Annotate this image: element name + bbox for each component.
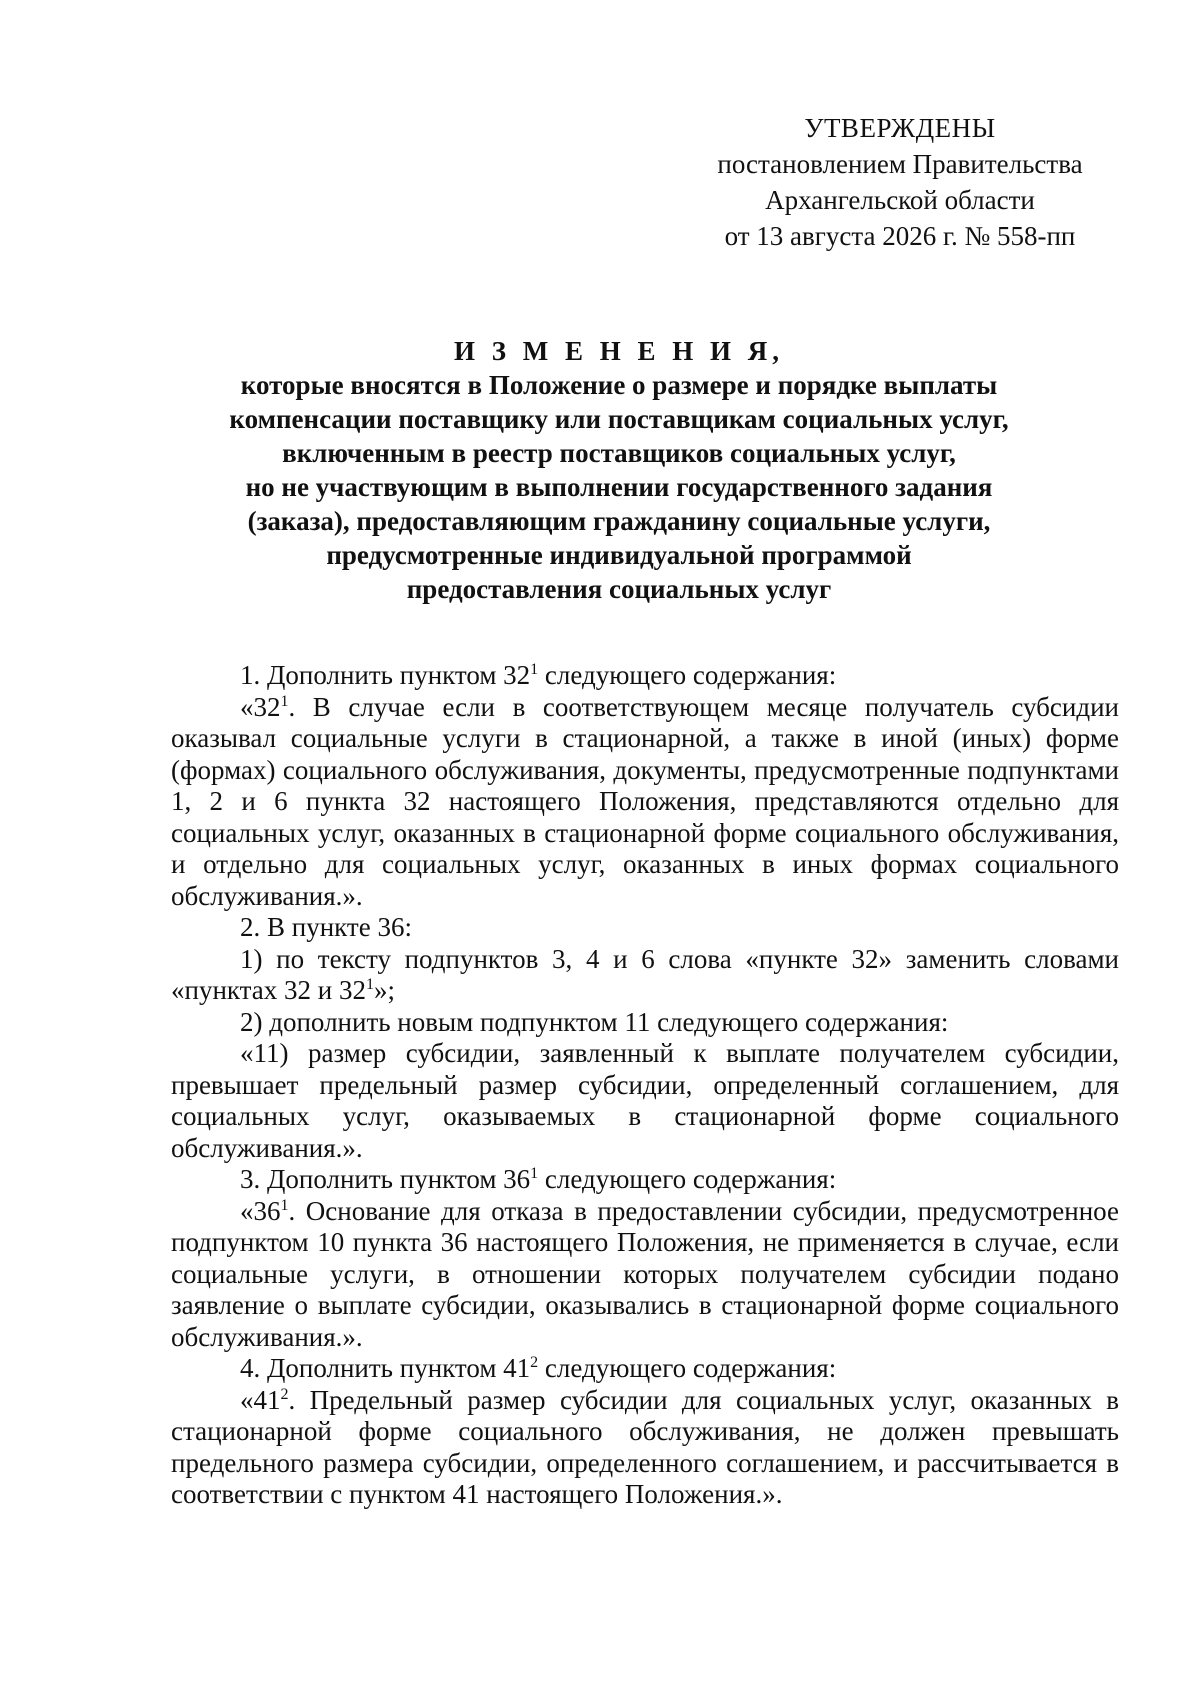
text-run: «36 (240, 1195, 281, 1226)
superscript: 2 (280, 1385, 289, 1403)
text-run: «32 (240, 691, 281, 722)
approval-stamp (700, 110, 1100, 254)
paragraph-8 (171, 1196, 1119, 1354)
paragraph-3: 2. В пункте 36: (240, 912, 412, 942)
text-run: . Основание для отказа в предоставлении субсидии, предусмотренное подпунктом 10 пункта 36 настоящего Положения, не применяется в случае, если социальные услуги, в отношении которых получателем субсидии подано заявление о выплате субсидии, оказывались в стационарной форме социального обслуживания.». (171, 1195, 1119, 1352)
superscript: 2 (530, 1354, 539, 1371)
paragraph-4 (171, 944, 1119, 1007)
paragraph-2 (171, 692, 1119, 913)
paragraph-1 (171, 660, 1119, 692)
superscript: 1 (280, 692, 289, 710)
title-line: компенсации поставщику или поставщикам социальных услуг, (229, 404, 1009, 434)
title-line: но не участвующим в выполнении государственного задания (245, 472, 993, 502)
text-run: 4. Дополнить пунктом 41 (240, 1353, 531, 1383)
approval-line-2: Архангельской области (765, 185, 1035, 215)
text-run: «41 (240, 1384, 281, 1415)
text-run: 1) по тексту подпунктов 3, 4 и 6 слова «пункте 32» заменить словами «пунктах 32 и 32 (171, 943, 1119, 1005)
superscript: 1 (280, 1196, 289, 1214)
approval-line-1: постановлением Правительства (717, 149, 1083, 179)
superscript: 1 (365, 976, 374, 993)
superscript: 1 (530, 661, 539, 678)
document-title (160, 334, 1078, 606)
text-run: следующего содержания: (538, 660, 837, 690)
paragraph-9 (171, 1353, 1119, 1385)
text-run: 3. Дополнить пунктом 36 (240, 1164, 531, 1194)
title-line: предоставления социальных услуг (406, 574, 832, 604)
title-line: предусмотренные индивидуальной программой (326, 540, 912, 570)
text-run: »; (373, 975, 395, 1005)
paragraph-6: «11) размер субсидии, заявленный к выплате получателем субсидии, превышает предельный размер субсидии, определенный соглашением, для социальных услуг, оказываемых в стационарной форме социального обслуживания.». (171, 1038, 1119, 1163)
text-run: 1. Дополнить пунктом 32 (240, 660, 531, 690)
paragraph-7 (171, 1164, 1119, 1196)
title-line: включенным в реестр поставщиков социальных услуг, (282, 438, 956, 468)
approval-line-3: от 13 августа 2026 г. № 558-пп (724, 221, 1076, 251)
paragraph-10 (171, 1385, 1119, 1511)
superscript: 1 (530, 1165, 539, 1182)
approved-heading: УТВЕРЖДЕНЫ (804, 113, 996, 143)
title-line: (заказа), предоставляющим гражданину социальные услуги, (247, 506, 991, 536)
title-line: которые вносятся в Положение о размере и порядке выплаты (240, 370, 998, 400)
text-run: . В случае если в соответствующем месяце получатель субсидии оказывал социальные услуги в стационарной, а также в иной (иных) форме (формах) социального обслуживания, документы, предусмотренные подпунктами 1, 2 и 6 пункта 32 настоящего Положения, представляются отдельно для социальных услуг, оказанных в стационарной форме социального обслуживания, и отдельно для социальных услуг, оказанных в иных формах социального обслуживания.». (171, 691, 1119, 911)
paragraph-5: 2) дополнить новым подпунктом 11 следующего содержания: (240, 1006, 949, 1037)
document-body (171, 660, 1119, 1511)
title-heading: И З М Е Н Е Н И Я, (453, 336, 784, 366)
text-run: . Предельный размер субсидии для социальных услуг, оказанных в стационарной форме социального обслуживания, не должен превышать предельного размера субсидии, определенного соглашением, и рассчитывается в соответствии с пунктом 41 настоящего Положения.». (171, 1384, 1119, 1509)
text-run: следующего содержания: (538, 1353, 837, 1383)
text-run: следующего содержания: (538, 1164, 837, 1194)
